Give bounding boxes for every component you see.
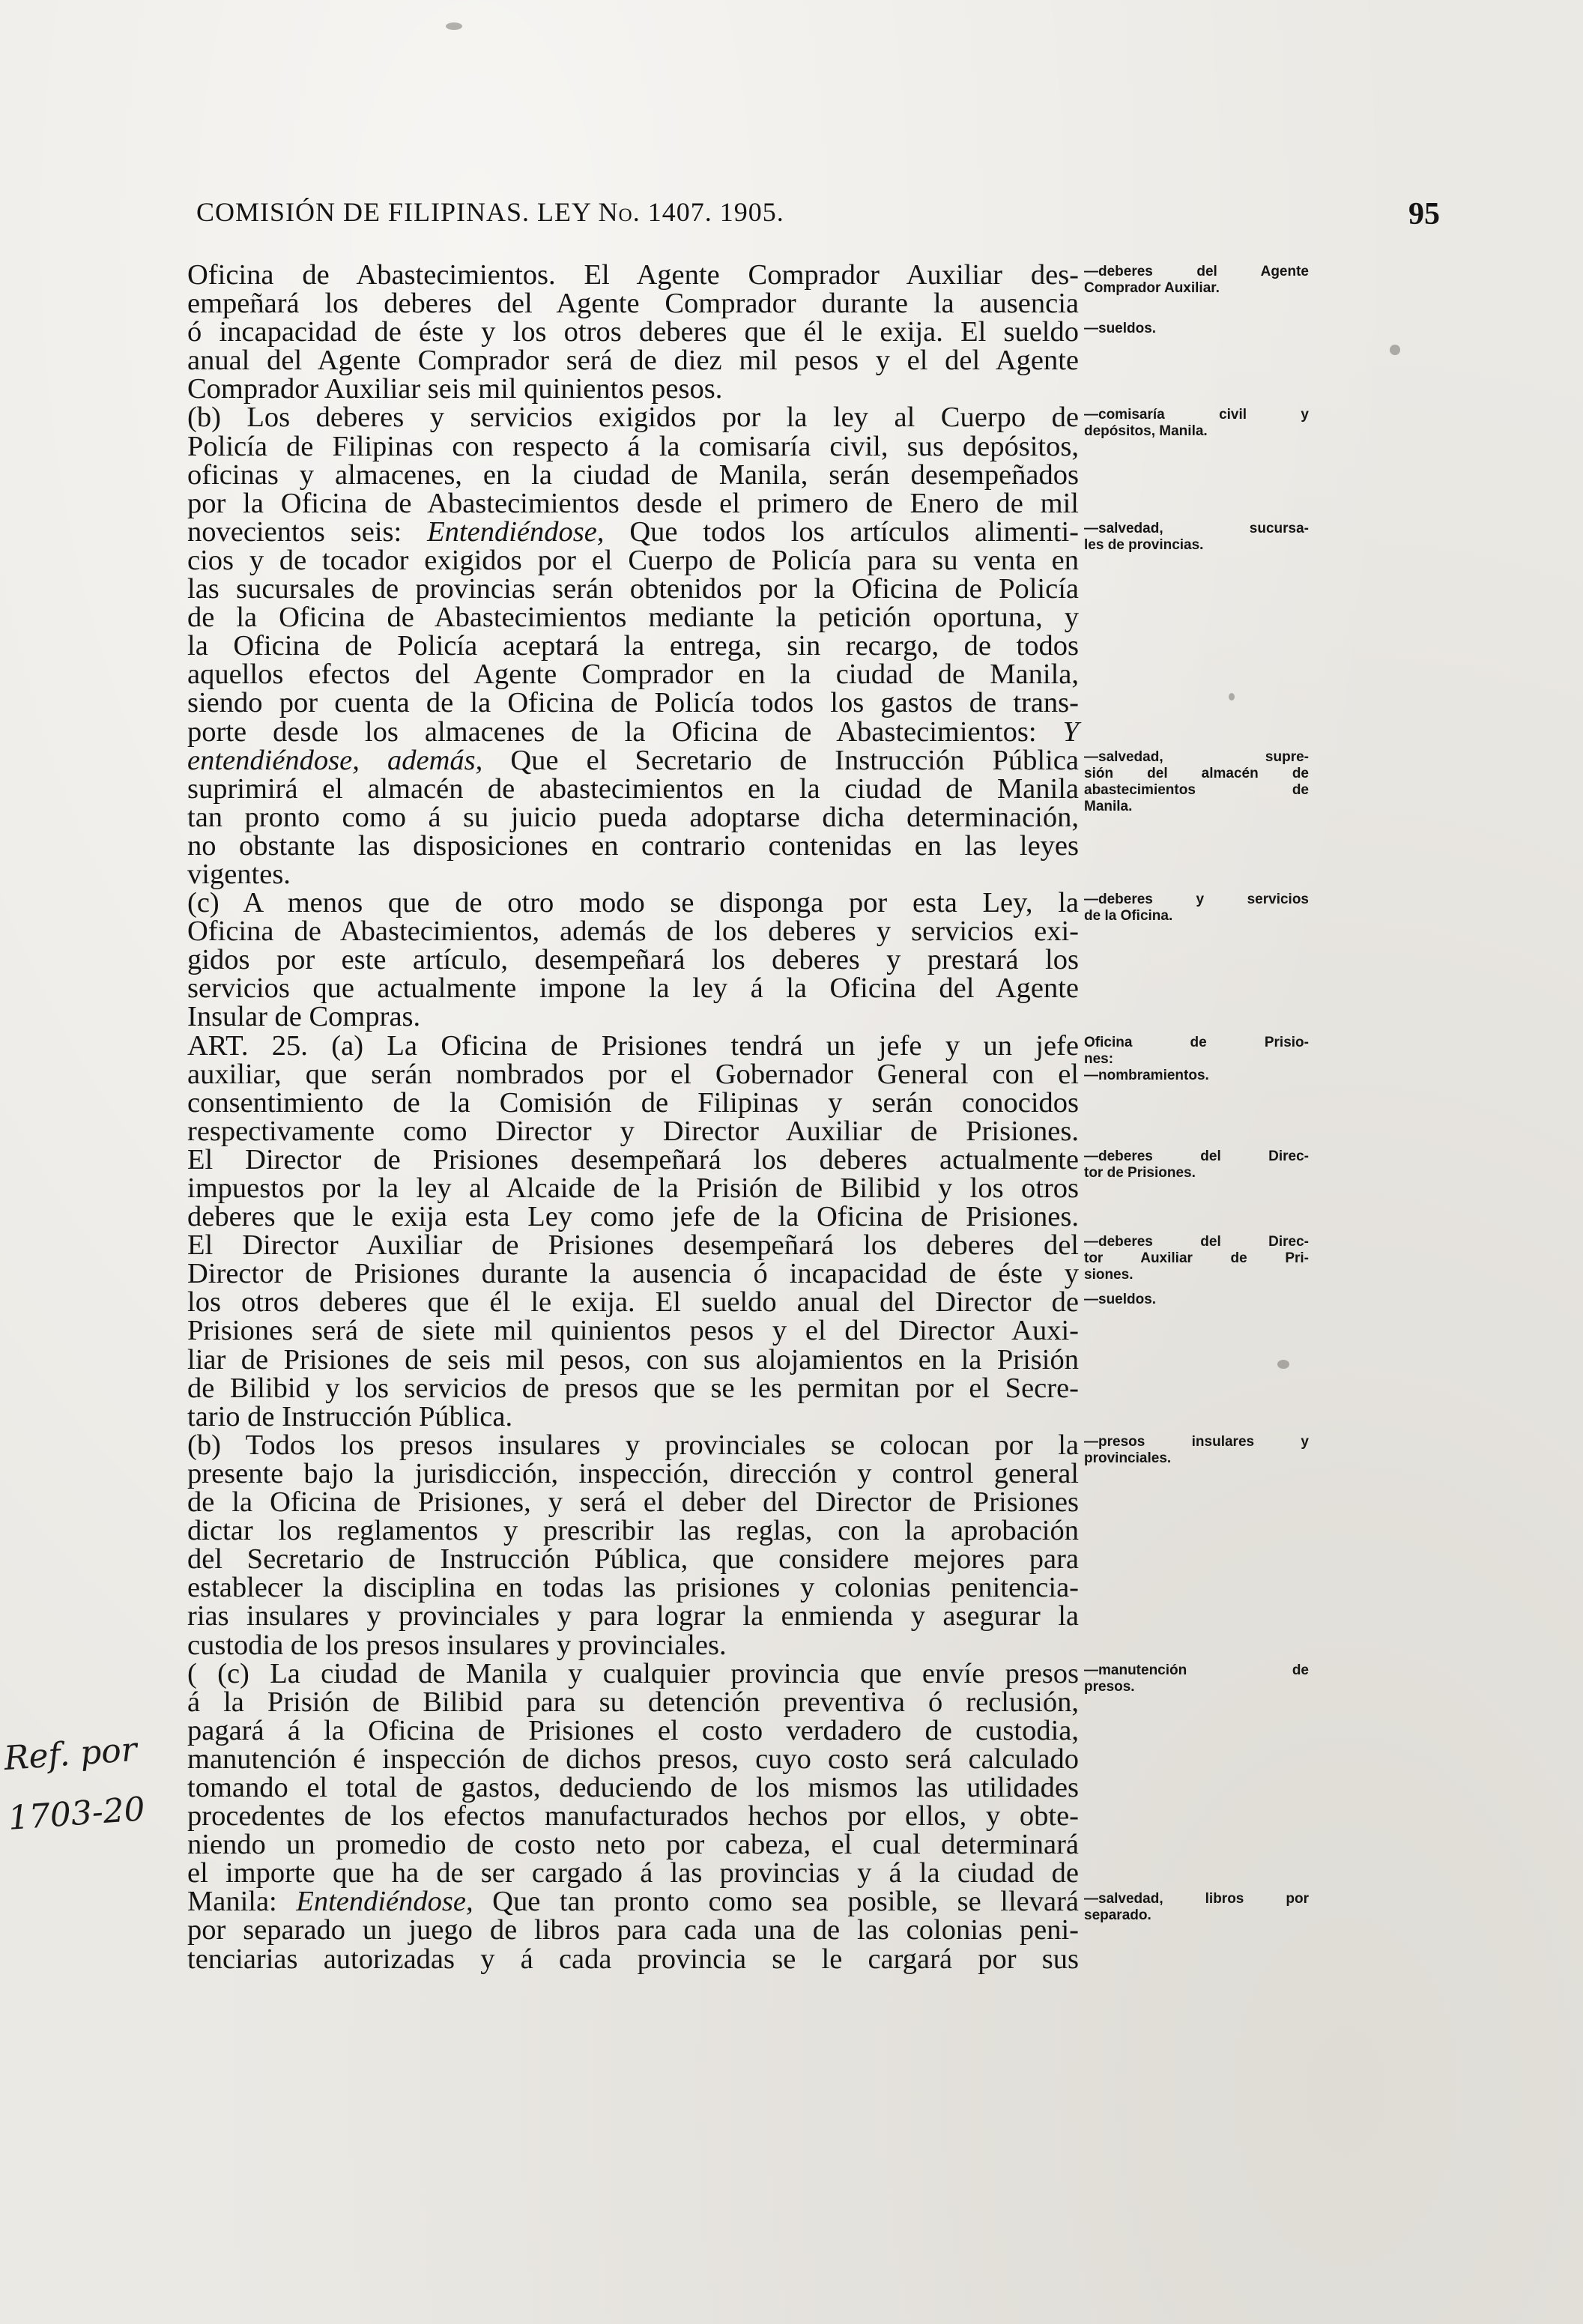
text-line: ART. 25. (a) La Oficina de Prisiones tendrá un jefe y un jefe <box>187 1029 1079 1062</box>
scan-speck <box>1277 1360 1289 1369</box>
text-line: tario de Instrucción Pública. <box>187 1400 513 1432</box>
text-line: presente bajo la jurisdicción, inspección, dirección y control general <box>187 1457 1079 1489</box>
text-line: El Director de Prisiones desempeñará los deberes actualmente <box>187 1143 1079 1175</box>
text-line: gidos por este artículo, desempeñará los deberes y prestará los <box>187 944 1079 976</box>
text-line: las sucursales de provincias serán obtenidos por la Oficina de Policía <box>187 573 1079 605</box>
text-line: tomando el total de gastos, deduciendo de los mismos las utilidades <box>187 1771 1079 1803</box>
text-line: custodia de los presos insulares y provinciales. <box>187 1629 727 1661</box>
text-line: por la Oficina de Abastecimientos desde el primero de Enero de mil <box>187 487 1079 519</box>
margin-note <box>1084 264 1309 297</box>
margin-note-line: tor Auxiliar de Pri- <box>1084 1250 1309 1267</box>
text-line: empeñará los deberes del Agente Comprador durante la ausencia <box>187 288 1079 320</box>
text-line: oficinas y almacenes, en la ciudad de Manila, serán desempeñados <box>187 459 1079 491</box>
margin-note <box>1084 1149 1309 1181</box>
margin-note-line: —deberes y servicios <box>1084 892 1309 908</box>
margin-note <box>1084 1662 1309 1695</box>
text-line: no obstante las disposiciones en contrario contenidas en las leyes <box>187 829 1079 862</box>
text-line: Manila: Entendiéndose, Que tan pronto como sea posible, se llevará <box>187 1886 1079 1918</box>
margin-note-line: les de provincias. <box>1084 536 1204 553</box>
handwritten-line: Ref. por <box>2 1730 139 1779</box>
text-line: cios y de tocador exigidos por el Cuerpo de Policía para su venta en <box>187 544 1079 576</box>
margin-note-line: separado. <box>1084 1907 1151 1923</box>
margin-note-line: nes: <box>1084 1050 1114 1067</box>
margin-note-line: —salvedad, libros por <box>1084 1890 1309 1907</box>
text-line: de la Oficina de Prisiones, y será el deber del Director de Prisiones <box>187 1486 1079 1519</box>
scan-speck <box>1229 693 1235 700</box>
text-line: (b) Los deberes y servicios exigidos por la ley al Cuerpo de <box>187 402 1079 434</box>
margin-note-line: tor de Prisiones. <box>1084 1165 1196 1181</box>
text-line: auxiliar, que serán nombrados por el Gobernador General con el <box>187 1058 1079 1090</box>
text-line: Insular de Compras. <box>187 1001 421 1033</box>
text-line: Director de Prisiones durante la ausencia ó incapacidad de éste y <box>187 1258 1079 1290</box>
text-line: Oficina de Abastecimientos. El Agente Comprador Auxiliar des- <box>187 259 1079 291</box>
main-text-column <box>187 261 1079 1973</box>
text-line: establecer la disciplina en todas las prisiones y colonias penitencia- <box>187 1572 1079 1604</box>
margin-note <box>1084 1035 1309 1084</box>
margin-note-line: —salvedad, supre- <box>1084 748 1309 765</box>
text-line: procedentes de los efectos manufacturados hechos por ellos, y obte- <box>187 1800 1079 1833</box>
text-line: (b) Todos los presos insulares y provinciales se colocan por la <box>187 1429 1079 1461</box>
text-line: de la Oficina de Abastecimientos mediante la petición oportuna, y <box>187 602 1079 634</box>
text-line: Policía de Filipinas con respecto á la comisaría civil, sus depósitos, <box>187 430 1079 462</box>
margin-note-line: —deberes del Agente <box>1084 264 1309 279</box>
margin-note-line: Manila. <box>1084 798 1133 814</box>
text-line: vigentes. <box>187 858 291 890</box>
scan-speck <box>1390 345 1400 355</box>
text-line: (c) A menos que de otro modo se disponga por esta Ley, la <box>187 887 1079 919</box>
text-line: ( (c) La ciudad de Manila y cualquier provincia que envíe presos <box>187 1657 1079 1689</box>
text-line: siendo por cuenta de la Oficina de Policía todos los gastos de trans- <box>187 687 1079 719</box>
handwritten-annotation <box>2 1717 183 1849</box>
text-line: tenciarias autorizadas y á cada provincia se le cargará por sus <box>187 1943 1079 1975</box>
margin-note <box>1084 407 1309 440</box>
margin-note-line: de la Oficina. <box>1084 908 1173 925</box>
margin-note <box>1084 1434 1309 1467</box>
text-line: niendo un promedio de costo neto por cabeza, el cual determinará <box>187 1829 1079 1861</box>
margin-note-line: Oficina de Prisio- <box>1084 1034 1309 1050</box>
text-line: respectivamente como Director y Director Auxiliar de Prisiones. <box>187 1115 1079 1147</box>
margin-note-line: —manutención de <box>1084 1662 1309 1678</box>
margin-note <box>1084 1891 1309 1924</box>
header-title: COMISIÓN DE FILIPINAS. LEY No. 1407. 1905. <box>196 197 784 227</box>
page-number: 95 <box>1408 197 1440 232</box>
text-line: del Secretario de Instrucción Pública, que considere mejores para <box>187 1543 1079 1576</box>
margin-note-line: —sueldos. <box>1084 321 1157 337</box>
text-line: novecientos seis: Entendiéndose, Que todos los artículos alimenti- <box>187 515 1079 548</box>
text-line: ó incapacidad de éste y los otros deberes que él le exija. El sueldo <box>187 316 1079 348</box>
margin-note <box>1084 321 1309 337</box>
text-line: Prisiones será de siete mil quinientos pesos y el del Director Auxi- <box>187 1315 1079 1347</box>
margin-note <box>1084 521 1309 554</box>
text-line: servicios que actualmente impone la ley á la Oficina del Agente <box>187 972 1079 1005</box>
text-line: anual del Agente Comprador será de diez mil pesos y el del Agente <box>187 345 1079 377</box>
margin-note-line: —salvedad, sucursa- <box>1084 520 1309 536</box>
running-header <box>196 196 1440 241</box>
scan-speck <box>446 22 462 30</box>
text-line: deberes que le exija esta Ley como jefe de la Oficina de Prisiones. <box>187 1201 1079 1233</box>
text-line: suprimirá el almacén de abastecimientos en la ciudad de Manila <box>187 772 1079 805</box>
text-line: porte desde los almacenes de la Oficina de Abastecimientos: Y <box>187 715 1079 748</box>
text-line: consentimiento de la Comisión de Filipinas y serán conocidos <box>187 1086 1079 1119</box>
margin-note <box>1084 749 1309 815</box>
text-line: á la Prisión de Bilibid para su detención preventiva ó reclusión, <box>187 1686 1079 1718</box>
text-line: por separado un juego de libros para cada una de las colonias peni- <box>187 1914 1079 1946</box>
margin-note-line: presos. <box>1084 1678 1135 1695</box>
handwritten-line: 1703-20 <box>7 1790 147 1838</box>
text-line: la Oficina de Policía aceptará la entrega, sin recargo, de todos <box>187 630 1079 662</box>
margin-note-line: depósitos, Manila. <box>1084 423 1208 439</box>
text-line: dictar los reglamentos y prescribir las reglas, con la aprobación <box>187 1515 1079 1547</box>
margin-note-line: abastecimientos de <box>1084 781 1309 798</box>
margin-note <box>1084 1292 1309 1308</box>
text-line: tan pronto como á su juicio pueda adoptarse dicha determinación, <box>187 801 1079 833</box>
text-line: entendiéndose, además, Que el Secretario de Instrucción Pública <box>187 744 1079 776</box>
margin-note-line: —deberes del Direc- <box>1084 1149 1309 1165</box>
margin-note-line: —deberes del Direc- <box>1084 1234 1309 1250</box>
margin-note-line: —comisaría civil y <box>1084 406 1309 423</box>
text-line: El Director Auxiliar de Prisiones desempeñará los deberes del <box>187 1229 1079 1262</box>
text-line: aquellos efectos del Agente Comprador en la ciudad de Manila, <box>187 659 1079 691</box>
text-line: impuestos por la ley al Alcaide de la Prisión de Bilibid y los otros <box>187 1172 1079 1204</box>
text-line: liar de Prisiones de seis mil pesos, con sus alojamientos en la Prisión <box>187 1343 1079 1376</box>
margin-note-line: sión del almacén de <box>1084 765 1309 781</box>
margin-note <box>1084 1234 1309 1283</box>
margin-note-line: siones. <box>1084 1267 1133 1283</box>
text-line: el importe que ha de ser cargado á las provincias y á la ciudad de <box>187 1857 1079 1889</box>
text-line: los otros deberes que él le exija. El sueldo anual del Director de <box>187 1286 1079 1319</box>
margin-note-line: provinciales. <box>1084 1450 1172 1467</box>
margin-note-line: Comprador Auxiliar. <box>1084 280 1220 296</box>
margin-note-line: —nombramientos. <box>1084 1067 1209 1083</box>
text-line: Comprador Auxiliar seis mil quinientos pesos. <box>187 373 723 405</box>
text-line: pagará á la Oficina de Prisiones el costo verdadero de custodia, <box>187 1714 1079 1746</box>
text-line: manutención é inspección de dichos presos, cuyo costo será calculado <box>187 1743 1079 1775</box>
text-line: rias insulares y provinciales y para lograr la enmienda y asegurar la <box>187 1600 1079 1632</box>
text-line: Oficina de Abastecimientos, además de los deberes y servicios exi- <box>187 916 1079 948</box>
text-line: de Bilibid y los servicios de presos que se les permitan por el Secre- <box>187 1372 1079 1404</box>
margin-note-line: —presos insulares y <box>1084 1434 1309 1450</box>
margin-note <box>1084 892 1309 925</box>
margin-note-line: —sueldos. <box>1084 1291 1157 1307</box>
